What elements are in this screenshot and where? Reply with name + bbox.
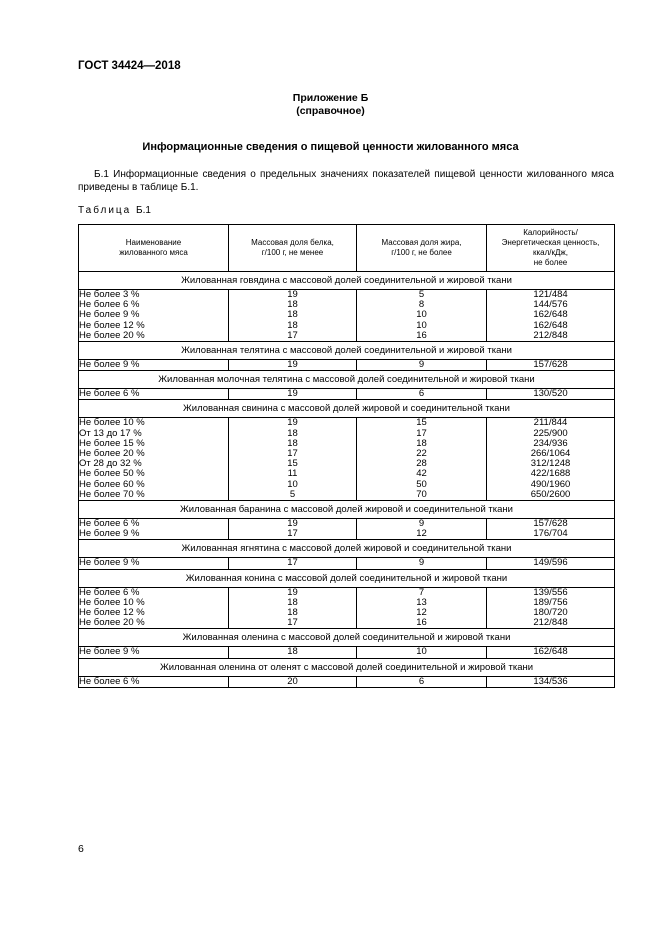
table-cell-line: 18 [287, 646, 298, 658]
group-header-row [79, 400, 615, 418]
group-data-row [79, 647, 615, 658]
group-title: Жилованная баранина с массовой долей жировой и соединительной ткани [79, 501, 615, 519]
table-cell-line: Не более 10 % [79, 417, 145, 429]
table-cell-line: Не более 9 % [79, 646, 140, 658]
group-header-row [79, 658, 615, 676]
table-cell-line: 422/1688 [530, 468, 571, 480]
group-title: Жилованная оленина с массовой долей соединительной и жировой ткани [79, 629, 615, 647]
cell-protein [229, 587, 357, 629]
table-cell-line: 19 [287, 518, 298, 530]
group-data-row [79, 558, 615, 569]
cell-fat [357, 558, 487, 569]
group-data-row [79, 519, 615, 540]
table-cell-line: 17 [416, 427, 427, 439]
table-cell-line: 189/756 [533, 596, 568, 608]
table-cell-line: 18 [287, 299, 298, 311]
table-cell-line: 130/520 [533, 388, 568, 400]
group-header-row [79, 501, 615, 519]
table-cell-line: 17 [287, 557, 298, 569]
table-cell-line: 144/576 [533, 299, 568, 311]
table-cell-line: 12 [416, 528, 427, 540]
group-title: Жилованная свинина с массовой долей жировой и соединительной ткани [79, 400, 615, 418]
table-cell-line: 212/848 [533, 617, 568, 629]
group-data-row [79, 587, 615, 629]
table-cell-line: 8 [418, 299, 425, 311]
table-cell-line: Не более 12 % [79, 319, 145, 331]
cell-calories [487, 519, 615, 540]
appendix-subtitle: (справочное) [296, 105, 365, 117]
group-title: Жилованная молочная телятина с массовой долей соединительной и жировой ткани [79, 371, 615, 389]
nutrition-table [78, 224, 615, 688]
group-header-row [79, 272, 615, 290]
group-header-row [79, 629, 615, 647]
cell-calories [487, 647, 615, 658]
table-cell-line: 234/936 [533, 437, 568, 449]
table-cell-line: Не более 15 % [79, 437, 145, 449]
group-data-row [79, 290, 615, 342]
cell-fat [357, 676, 487, 687]
table-cell-line: 19 [287, 417, 298, 429]
cell-name [79, 558, 229, 569]
table-cell-line: Не более 6 % [79, 518, 140, 530]
cell-fat [357, 389, 487, 400]
table-cell-line: От 28 до 32 % [79, 458, 142, 470]
table-caption [78, 205, 151, 216]
table-cell-line: 157/628 [533, 359, 568, 371]
cell-fat [357, 360, 487, 371]
table-cell-line: 312/1248 [530, 458, 571, 470]
table-cell-line: Не более 3 % [79, 289, 140, 300]
table-cell-line: 139/556 [533, 586, 568, 598]
table-cell-line: Не более 50 % [79, 468, 145, 480]
table-cell-line: 162/648 [533, 646, 568, 658]
group-header-row [79, 540, 615, 558]
table-cell-line: Не более 60 % [79, 478, 145, 490]
header-protein: Массовая доля белка, г/100 г, не менее [229, 225, 357, 272]
table-cell-line: 9 [418, 518, 425, 530]
cell-protein [229, 647, 357, 658]
table-cell-line: 5 [289, 488, 296, 500]
table-cell-line: 18 [287, 596, 298, 608]
cell-fat [357, 587, 487, 629]
table-cell-line: 20 [287, 675, 298, 687]
table-cell-line: 18 [287, 319, 298, 331]
table-cell-line: 5 [418, 289, 425, 300]
table-cell-line: 490/1960 [530, 478, 571, 490]
cell-name [79, 587, 229, 629]
table-cell-line: 70 [416, 488, 427, 500]
table-cell-line: 50 [416, 478, 427, 490]
cell-name [79, 519, 229, 540]
table-cell-line: 9 [418, 557, 425, 569]
cell-name [79, 676, 229, 687]
cell-name [79, 647, 229, 658]
group-title: Жилованная ягнятина с массовой долей жировой и соединительной ткани [79, 540, 615, 558]
table-cell-line: 18 [287, 607, 298, 619]
table-cell-line: 134/536 [533, 675, 568, 687]
table-cell-line: 16 [416, 617, 427, 629]
table-cell-line: 266/1064 [530, 448, 571, 460]
cell-fat [357, 647, 487, 658]
table-cell-line: Не более 20 % [79, 329, 145, 341]
group-header-row [79, 342, 615, 360]
table-cell-line: Не более 6 % [79, 586, 140, 598]
cell-calories [487, 418, 615, 501]
group-header-row [79, 569, 615, 587]
table-cell-line: 18 [416, 437, 427, 449]
cell-protein [229, 558, 357, 569]
table-cell-line: 10 [416, 319, 427, 331]
appendix-title: Приложение Б [292, 92, 369, 104]
group-title: Жилованная говядина с массовой долей соединительной и жировой ткани [79, 272, 615, 290]
table-cell-line: 10 [287, 478, 298, 490]
table-cell-line: 19 [287, 289, 298, 300]
table-cell-line: 7 [418, 586, 425, 598]
table-cell-line: 19 [287, 359, 298, 371]
table-cell-line: 17 [287, 528, 298, 540]
group-data-row [79, 418, 615, 501]
table-cell-line: Не более 70 % [79, 488, 145, 500]
cell-protein [229, 290, 357, 342]
table-cell-line: От 13 до 17 % [79, 427, 142, 439]
table-cell-line: 12 [416, 607, 427, 619]
table-caption-number: Б.1 [136, 205, 151, 216]
table-cell-line: 15 [416, 417, 427, 429]
cell-protein [229, 676, 357, 687]
table-cell-line: 176/704 [533, 528, 568, 540]
table-cell-line: 650/2600 [530, 488, 571, 500]
table-cell-line: Не более 12 % [79, 607, 145, 619]
group-title: Жилованная оленина от оленят с массовой долей соединительной и жировой ткани [79, 658, 615, 676]
cell-protein [229, 418, 357, 501]
table-cell-line: 11 [287, 468, 298, 480]
table-cell-line: Не более 6 % [79, 388, 140, 400]
cell-name [79, 418, 229, 501]
cell-protein [229, 360, 357, 371]
table-cell-line: 19 [287, 388, 298, 400]
table-cell-line: 22 [416, 448, 427, 460]
table-cell-line: Не более 9 % [79, 309, 140, 321]
table-cell-line: 42 [416, 468, 427, 480]
group-data-row [79, 676, 615, 687]
table-cell-line: 16 [416, 329, 427, 341]
table-cell-line: 18 [287, 309, 298, 321]
cell-name [79, 360, 229, 371]
cell-fat [357, 519, 487, 540]
cell-name [79, 389, 229, 400]
table-cell-line: Не более 9 % [79, 359, 140, 371]
table-cell-line: 149/596 [533, 557, 568, 569]
table-cell-line: Не более 6 % [79, 675, 140, 687]
table-cell-line: 121/484 [533, 289, 568, 300]
table-cell-line: 10 [416, 309, 427, 321]
table-header-row [79, 225, 615, 272]
group-title: Жилованная телятина с массовой долей соединительной и жировой ткани [79, 342, 615, 360]
table-cell-line: 6 [418, 388, 425, 400]
page-number: 6 [78, 843, 84, 855]
table-cell-line: 17 [287, 329, 298, 341]
table-cell-line: 17 [287, 617, 298, 629]
table-cell-line: 10 [416, 646, 427, 658]
table-cell-line: Не более 9 % [79, 557, 140, 569]
table-cell-line: 212/848 [533, 329, 568, 341]
table-cell-line: 180/720 [533, 607, 568, 619]
group-title: Жилованная конина с массовой долей соединительной и жировой ткани [79, 569, 615, 587]
table-caption-word: Таблица [78, 205, 132, 216]
header-fat: Массовая доля жира, г/100 г, не более [357, 225, 487, 272]
table-body [79, 272, 615, 688]
cell-protein [229, 389, 357, 400]
table-cell-line: Не более 20 % [79, 448, 145, 460]
document-code: ГОСТ 34424—2018 [78, 60, 181, 72]
table-cell-line: Не более 20 % [79, 617, 145, 629]
table-cell-line: 211/844 [533, 417, 568, 429]
header-name: Наименование жилованного мяса [79, 225, 229, 272]
table-cell-line: 162/648 [533, 309, 568, 321]
cell-name [79, 290, 229, 342]
header-calories: Калорийность/ Энергетическая ценность, ккал/кДж, не более [487, 225, 615, 272]
table-cell-line: 19 [287, 586, 298, 598]
table-cell-line: 162/648 [533, 319, 568, 331]
cell-calories [487, 676, 615, 687]
table-cell-line: 157/628 [533, 518, 568, 530]
table-cell-line: 6 [418, 675, 425, 687]
group-data-row [79, 360, 615, 371]
cell-protein [229, 519, 357, 540]
table-cell-line: 9 [418, 359, 425, 371]
cell-calories [487, 290, 615, 342]
group-data-row [79, 389, 615, 400]
table-cell-line: 15 [287, 458, 298, 470]
cell-calories [487, 587, 615, 629]
cell-fat [357, 290, 487, 342]
table-cell-line: Не более 6 % [79, 299, 140, 311]
table-cell-line: 225/900 [533, 427, 568, 439]
cell-fat [357, 418, 487, 501]
cell-calories [487, 360, 615, 371]
group-header-row [79, 371, 615, 389]
intro-paragraph: Б.1 Информационные сведения о предельных значениях показателей пищевой ценности жилованного мяса приведены в таблице Б.1. [78, 169, 614, 193]
cell-calories [487, 558, 615, 569]
cell-calories [487, 389, 615, 400]
table-cell-line: Не более 9 % [79, 528, 140, 540]
table-cell-line: 18 [287, 427, 298, 439]
table-cell-line: Не более 10 % [79, 596, 145, 608]
table-cell-line: 17 [287, 448, 298, 460]
section-title: Информационные сведения о пищевой ценности жилованного мяса [142, 141, 519, 153]
table-cell-line: 18 [287, 437, 298, 449]
table-cell-line: 28 [416, 458, 427, 470]
table-cell-line: 13 [416, 596, 427, 608]
